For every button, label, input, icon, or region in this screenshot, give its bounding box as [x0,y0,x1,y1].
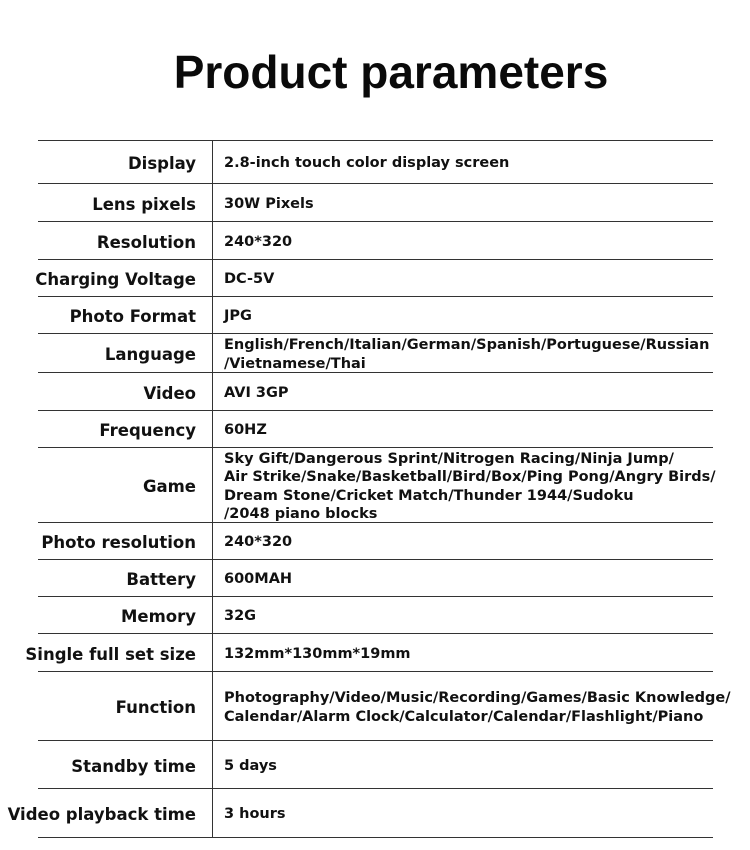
param-row-display [0,140,750,184]
param-value [212,373,713,411]
param-row-game [0,448,750,523]
param-row-set-size [0,634,750,672]
param-row-photo-format [0,297,750,334]
param-row-photo-resolution [0,523,750,560]
param-value-line: 3 hours [224,806,286,823]
param-label: Battery [126,570,196,589]
param-value [212,140,713,184]
param-label: Function [115,698,196,717]
param-value [212,634,713,672]
param-row-frequency [0,411,750,448]
param-value-line: 60HZ [224,422,267,439]
param-value-line: Sky Gift/Dangerous Sprint/Nitrogen Racing/Ninja Jump/ [224,450,674,467]
param-row-resolution [0,222,750,260]
param-value [212,184,713,222]
param-value [212,411,713,448]
param-label: Video [143,383,196,403]
param-value [212,297,713,334]
param-value-line: Air Strike/Snake/Basketball/Bird/Box/Ping Pong/Angry Birds/ [224,469,716,485]
param-row-lens-pixels [0,184,750,222]
param-value-line: 600MAH [224,571,293,588]
param-row-video-playback-time [0,789,750,838]
param-value-line: Photography/Video/Music/Recording/Games/Basic Knowledge/ [224,690,731,706]
param-label: Memory [120,607,196,626]
param-value [212,334,713,373]
param-value [212,560,713,597]
param-value-line: 32G [224,608,257,625]
param-value [212,448,716,523]
param-label: Single full set size [25,644,196,664]
param-label: Lens pixels [92,194,196,214]
param-row-function [0,672,750,741]
param-label: Resolution [96,232,196,252]
param-row-charging-voltage [0,260,750,297]
param-value-line: /2048 piano blocks [224,506,378,522]
param-value-line: AVI 3GP [224,384,289,401]
param-label: Photo resolution [41,533,196,552]
param-row-language [0,334,750,373]
param-value [212,741,713,789]
param-value [212,597,713,634]
param-value [212,222,713,260]
param-value-line: DC-5V [224,271,275,288]
param-value-line: 5 days [224,757,277,774]
param-row-memory [0,597,750,634]
param-label: Frequency [99,421,196,440]
param-value [212,672,731,741]
param-value-line: 2.8-inch touch color display screen [224,154,510,171]
param-value-line: 132mm*130mm*19mm [224,645,411,662]
param-row-standby-time [0,741,750,789]
param-row-battery [0,560,750,597]
param-label: Charging Voltage [35,270,196,289]
param-value-line: Dream Stone/Cricket Match/Thunder 1944/Sudoku [224,487,634,504]
param-value-line: 240*320 [224,233,293,250]
param-value-line: 30W Pixels [224,195,314,212]
param-value [212,789,713,838]
param-label: Photo Format [69,307,196,326]
param-value [212,523,713,560]
param-value-line: Calendar/Alarm Clock/Calculator/Calendar/Flashlight/Piano [224,708,704,725]
param-value-line: /Vietnamese/Thai [224,355,366,372]
param-label: Video playback time [7,805,196,824]
param-label: Display [127,153,196,173]
param-label: Standby time [71,756,196,776]
param-value-line: 240*320 [224,534,293,551]
param-label: Game [142,477,196,496]
param-label: Language [104,345,196,364]
param-value-line: JPG [224,308,252,325]
param-value-line: English/French/Italian/German/Spanish/Portuguese/Russian [224,337,710,353]
param-row-video [0,373,750,411]
parameters-table [0,140,750,838]
param-value [212,260,713,297]
page-title: Product parameters [173,46,609,98]
